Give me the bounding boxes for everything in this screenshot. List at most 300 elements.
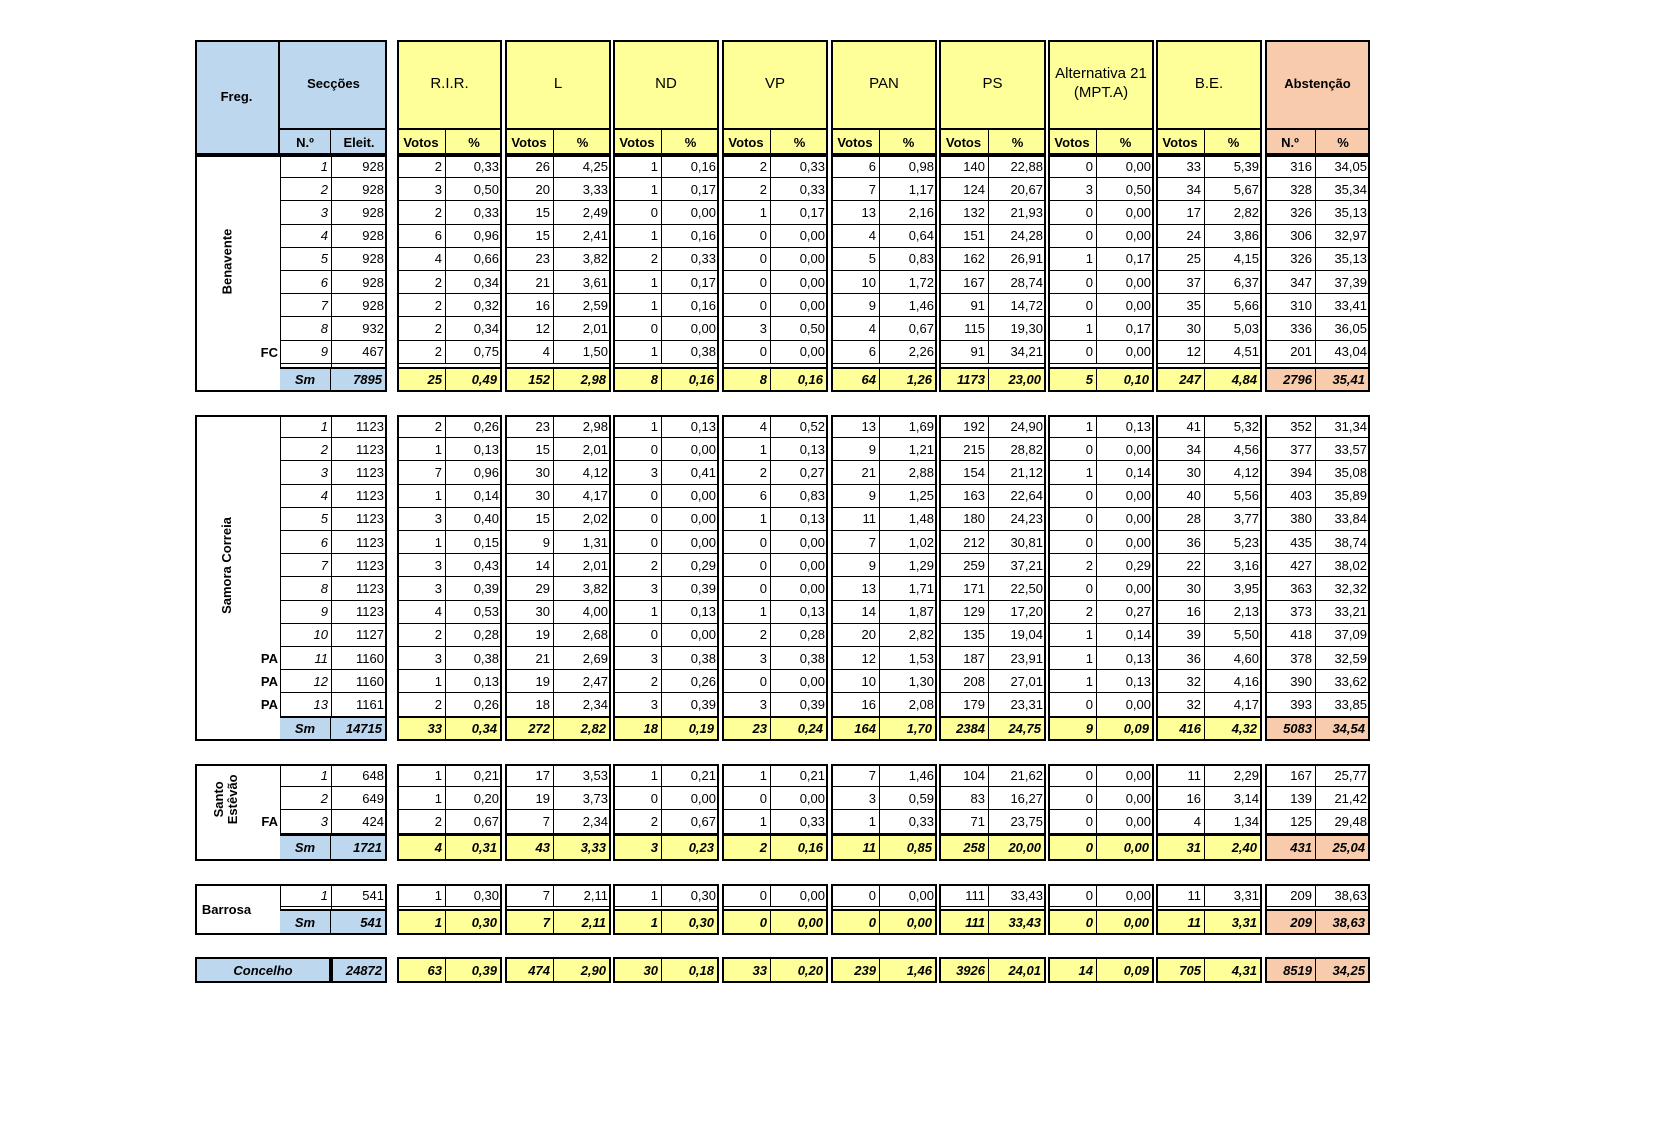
votes-cell: 2 [397, 810, 446, 833]
pct-cell: 2,69 [554, 647, 611, 670]
sum-pct: 0,00 [1097, 834, 1152, 859]
votes-cell: 4 [722, 415, 771, 438]
votes-cell: 1 [613, 271, 662, 294]
pct-cell: 22,50 [989, 577, 1046, 600]
pct-cell: 0,00 [1097, 531, 1154, 554]
pct-cell: 1,71 [880, 577, 937, 600]
votes-cell: 9 [831, 554, 880, 577]
sum-votes: 2 [722, 834, 771, 859]
pct-cell: 16,27 [989, 787, 1046, 810]
section-marker: PA [260, 674, 278, 690]
pct-cell: 1,46 [880, 764, 937, 787]
pct-cell: 0,50 [446, 178, 502, 201]
section-number: 10 [280, 624, 331, 647]
pct-cell: 26,91 [989, 248, 1046, 271]
votes-cell: 0 [1048, 693, 1097, 716]
section-eleitores: 1123 [331, 461, 387, 484]
pct-cell: 14,72 [989, 294, 1046, 317]
pct-cell: 0,16 [662, 155, 719, 178]
pct-cell: 1,46 [880, 294, 937, 317]
section-eleitores: 1123 [331, 577, 387, 600]
freguesia-label: Santo Estêvão [211, 774, 241, 824]
votes-cell: 0 [1048, 787, 1097, 810]
abstention-count: 306 [1265, 225, 1316, 248]
votes-cell: 10 [831, 670, 880, 693]
votes-cell: 1 [397, 787, 446, 810]
pct-cell: 21,62 [989, 764, 1046, 787]
section-number: 9 [280, 601, 331, 624]
votes-cell: 2 [722, 155, 771, 178]
section-marker: PA [260, 697, 278, 713]
abstention-pct: 37,39 [1316, 271, 1370, 294]
pct-cell: 0,33 [771, 178, 828, 201]
votes-cell: 1 [613, 155, 662, 178]
votes-cell: 23 [505, 248, 554, 271]
pct-cell: 0,17 [1097, 317, 1154, 340]
pct-cell: 4,51 [1205, 341, 1262, 364]
concelho-pct: 24,01 [1008, 962, 1041, 978]
pct-cell: 0,14 [446, 485, 502, 508]
section-number: 11 [280, 647, 331, 670]
votes-cell: 9 [831, 294, 880, 317]
header-abstencao-label: Abstenção [1265, 40, 1370, 130]
abstention-count: 316 [1265, 155, 1316, 178]
votes-cell: 1 [1048, 624, 1097, 647]
pct-cell: 0,64 [880, 225, 937, 248]
votes-cell: 17 [505, 764, 554, 787]
pct-cell: 5,67 [1205, 178, 1262, 201]
pct-cell: 0,00 [1097, 693, 1154, 716]
pct-cell: 0,00 [771, 294, 828, 317]
votes-cell: 215 [939, 438, 989, 461]
sum-eleitores: 7895 [331, 367, 385, 390]
votes-cell: 0 [613, 787, 662, 810]
pct-cell: 0,33 [771, 155, 828, 178]
pct-cell: 2,01 [554, 554, 611, 577]
votes-cell: 0 [1048, 225, 1097, 248]
pct-cell: 24,90 [989, 415, 1046, 438]
votes-cell: 22 [1156, 554, 1205, 577]
header-party-name: L [505, 40, 611, 130]
sum-label: Sm [280, 367, 331, 390]
sum-votes: 18 [613, 716, 662, 739]
pct-cell: 20,67 [989, 178, 1046, 201]
concelho-votes: 705 [1156, 957, 1205, 983]
pct-cell: 0,34 [446, 317, 502, 340]
pct-cell: 0,16 [662, 294, 719, 317]
sum-votes: 8 [722, 367, 771, 390]
abstention-count: 209 [1265, 884, 1316, 907]
pct-cell: 5,56 [1205, 485, 1262, 508]
abstention-pct: 32,32 [1316, 577, 1370, 600]
votes-cell: 192 [939, 415, 989, 438]
header-party-name: PAN [831, 40, 937, 130]
sum-pct: 1,26 [880, 367, 935, 390]
section-number: 7 [280, 294, 331, 317]
pct-cell: 2,49 [554, 201, 611, 224]
sum-votes: 4 [397, 834, 446, 859]
votes-cell: 1 [397, 485, 446, 508]
votes-cell: 0 [722, 577, 771, 600]
pct-cell: 0,59 [880, 787, 937, 810]
abstention-pct: 29,48 [1316, 810, 1370, 833]
sum-votes: 1173 [939, 367, 989, 390]
pct-cell: 0,00 [662, 438, 719, 461]
votes-cell: 39 [1156, 624, 1205, 647]
votes-cell: 135 [939, 624, 989, 647]
votes-cell: 3 [722, 647, 771, 670]
pct-cell: 4,60 [1205, 647, 1262, 670]
pct-cell: 33,43 [989, 884, 1046, 907]
pct-cell: 1,53 [880, 647, 937, 670]
header-votos: Votos [613, 130, 662, 155]
header-pct: % [793, 135, 806, 150]
pct-cell: 0,30 [446, 884, 502, 907]
votes-cell: 3 [613, 461, 662, 484]
sum-label: Sm [280, 716, 331, 739]
votes-cell: 26 [505, 155, 554, 178]
pct-cell: 0,15 [446, 531, 502, 554]
pct-cell: 0,00 [771, 341, 828, 364]
freguesia-label: Samora Correia [219, 517, 235, 614]
sum-votes: 1 [397, 909, 446, 933]
votes-cell: 33 [1156, 155, 1205, 178]
header-party-name: R.I.R. [397, 40, 502, 130]
pct-cell: 1,17 [880, 178, 937, 201]
pct-cell: 0,21 [446, 764, 502, 787]
sum-votes: 2384 [939, 716, 989, 739]
abstention-pct: 35,08 [1316, 461, 1370, 484]
votes-cell: 0 [1048, 810, 1097, 833]
sum-votes: 152 [505, 367, 554, 390]
votes-cell: 6 [397, 225, 446, 248]
votes-cell: 140 [939, 155, 989, 178]
votes-cell: 208 [939, 670, 989, 693]
votes-cell: 2 [1048, 601, 1097, 624]
votes-cell: 3 [722, 693, 771, 716]
votes-cell: 0 [1048, 531, 1097, 554]
abstention-pct: 34,05 [1316, 155, 1370, 178]
section-number: 2 [280, 178, 331, 201]
pct-cell: 5,50 [1205, 624, 1262, 647]
votes-cell: 1 [397, 764, 446, 787]
pct-cell: 24,28 [989, 225, 1046, 248]
pct-cell: 0,17 [662, 178, 719, 201]
abstention-count: 390 [1265, 670, 1316, 693]
pct-cell: 0,28 [446, 624, 502, 647]
pct-cell: 0,96 [446, 225, 502, 248]
pct-cell: 1,02 [880, 531, 937, 554]
pct-cell: 0,13 [662, 415, 719, 438]
votes-cell: 16 [505, 294, 554, 317]
section-number: 1 [280, 155, 331, 178]
section-eleitores: 424 [331, 810, 387, 833]
header-eleit: Eleit. [343, 135, 375, 150]
pct-cell: 0,00 [1097, 271, 1154, 294]
sum-abstention-pct: 35,41 [1316, 367, 1368, 390]
votes-cell: 1 [397, 531, 446, 554]
sum-abstention-count: 431 [1265, 834, 1316, 859]
votes-cell: 1 [722, 810, 771, 833]
votes-cell: 6 [831, 341, 880, 364]
sum-abstention-pct: 38,63 [1316, 909, 1368, 933]
votes-cell: 2 [613, 810, 662, 833]
votes-cell: 187 [939, 647, 989, 670]
section-number: 2 [280, 438, 331, 461]
votes-cell: 212 [939, 531, 989, 554]
sum-pct: 20,00 [989, 834, 1044, 859]
pct-cell: 6,37 [1205, 271, 1262, 294]
pct-cell: 0,17 [771, 201, 828, 224]
sum-votes: 0 [1048, 834, 1097, 859]
concelho-eleitores: 24872 [345, 962, 382, 978]
concelho-pct: 4,31 [1231, 962, 1257, 978]
votes-cell: 12 [831, 647, 880, 670]
pct-cell: 0,39 [446, 577, 502, 600]
pct-cell: 0,13 [771, 438, 828, 461]
pct-cell: 0,67 [880, 317, 937, 340]
votes-cell: 3 [397, 647, 446, 670]
votes-cell: 1 [613, 341, 662, 364]
pct-cell: 4,12 [1205, 461, 1262, 484]
votes-cell: 2 [722, 461, 771, 484]
pct-cell: 0,00 [1097, 884, 1154, 907]
section-eleitores: 928 [331, 271, 387, 294]
votes-cell: 1 [831, 810, 880, 833]
sum-pct: 23,00 [989, 367, 1044, 390]
votes-cell: 0 [722, 271, 771, 294]
votes-cell: 0 [613, 201, 662, 224]
votes-cell: 180 [939, 508, 989, 531]
pct-cell: 0,40 [446, 508, 502, 531]
votes-cell: 13 [831, 201, 880, 224]
votes-cell: 9 [505, 531, 554, 554]
concelho-votes: 33 [722, 957, 771, 983]
pct-cell: 0,17 [662, 271, 719, 294]
votes-cell: 41 [1156, 415, 1205, 438]
votes-cell: 0 [722, 294, 771, 317]
pct-cell: 0,00 [662, 531, 719, 554]
header-party-name: B.E. [1156, 40, 1262, 130]
concelho-abstention-pct: 34,25 [1332, 962, 1365, 978]
pct-cell: 4,56 [1205, 438, 1262, 461]
votes-cell: 19 [505, 670, 554, 693]
votes-cell: 1 [722, 438, 771, 461]
pct-cell: 5,23 [1205, 531, 1262, 554]
votes-cell: 28 [1156, 508, 1205, 531]
pct-cell: 4,12 [554, 461, 611, 484]
pct-cell: 3,33 [554, 178, 611, 201]
abstention-count: 363 [1265, 577, 1316, 600]
section-number: 5 [280, 248, 331, 271]
votes-cell: 0 [722, 787, 771, 810]
sum-votes: 11 [831, 834, 880, 859]
pct-cell: 0,00 [1097, 438, 1154, 461]
votes-cell: 30 [505, 485, 554, 508]
pct-cell: 0,00 [771, 554, 828, 577]
votes-cell: 3 [613, 577, 662, 600]
pct-cell: 0,67 [446, 810, 502, 833]
pct-cell: 0,00 [1097, 577, 1154, 600]
freguesia-name [195, 884, 258, 935]
abstention-count: 418 [1265, 624, 1316, 647]
votes-cell: 2 [397, 201, 446, 224]
votes-cell: 36 [1156, 531, 1205, 554]
pct-cell: 0,13 [446, 670, 502, 693]
sum-pct: 0,24 [771, 716, 826, 739]
votes-cell: 129 [939, 601, 989, 624]
section-eleitores: 467 [331, 341, 387, 364]
pct-cell: 37,21 [989, 554, 1046, 577]
sum-votes: 164 [831, 716, 880, 739]
pct-cell: 2,47 [554, 670, 611, 693]
sum-abstention-pct: 25,04 [1316, 834, 1368, 859]
pct-cell: 4,25 [554, 155, 611, 178]
sum-votes: 23 [722, 716, 771, 739]
header-votos: Votos [831, 130, 880, 155]
sum-pct: 0,00 [880, 909, 935, 933]
votes-cell: 0 [1048, 764, 1097, 787]
sum-pct: 0,00 [771, 909, 826, 933]
concelho-pct: 0,09 [1123, 962, 1149, 978]
pct-cell: 0,50 [771, 317, 828, 340]
pct-cell: 24,23 [989, 508, 1046, 531]
votes-cell: 1 [1048, 670, 1097, 693]
votes-cell: 1 [613, 178, 662, 201]
votes-cell: 34 [1156, 178, 1205, 201]
votes-cell: 0 [1048, 294, 1097, 317]
pct-cell: 0,66 [446, 248, 502, 271]
abstention-count: 373 [1265, 601, 1316, 624]
pct-cell: 0,00 [771, 248, 828, 271]
abstention-pct: 37,09 [1316, 624, 1370, 647]
pct-cell: 0,00 [662, 485, 719, 508]
pct-cell: 22,88 [989, 155, 1046, 178]
abstention-pct: 38,63 [1316, 884, 1370, 907]
freguesia-label: Barrosa [201, 902, 252, 917]
sum-label: Sm [280, 834, 331, 859]
votes-cell: 1 [722, 764, 771, 787]
sum-abstention-count: 209 [1265, 909, 1316, 933]
pct-cell: 3,53 [554, 764, 611, 787]
votes-cell: 3 [397, 178, 446, 201]
pct-cell: 4,16 [1205, 670, 1262, 693]
sum-votes: 416 [1156, 716, 1205, 739]
pct-cell: 0,14 [1097, 461, 1154, 484]
pct-cell: 4,00 [554, 601, 611, 624]
votes-cell: 111 [939, 884, 989, 907]
votes-cell: 3 [397, 577, 446, 600]
pct-cell: 0,00 [771, 225, 828, 248]
abstention-pct: 32,97 [1316, 225, 1370, 248]
votes-cell: 0 [722, 531, 771, 554]
pct-cell: 0,33 [880, 810, 937, 833]
votes-cell: 2 [397, 624, 446, 647]
votes-cell: 15 [505, 225, 554, 248]
abstention-count: 347 [1265, 271, 1316, 294]
abstention-pct: 25,77 [1316, 764, 1370, 787]
pct-cell: 2,01 [554, 317, 611, 340]
votes-cell: 10 [831, 271, 880, 294]
votes-cell: 1 [1048, 461, 1097, 484]
votes-cell: 7 [831, 764, 880, 787]
votes-cell: 3 [1048, 178, 1097, 201]
pct-cell: 0,41 [662, 461, 719, 484]
votes-cell: 151 [939, 225, 989, 248]
pct-cell: 0,26 [662, 670, 719, 693]
votes-cell: 3 [722, 317, 771, 340]
votes-cell: 0 [613, 531, 662, 554]
sum-pct: 0,85 [880, 834, 935, 859]
pct-cell: 0,20 [446, 787, 502, 810]
section-eleitores: 1123 [331, 485, 387, 508]
votes-cell: 9 [831, 438, 880, 461]
votes-cell: 7 [505, 810, 554, 833]
section-eleitores: 928 [331, 248, 387, 271]
votes-cell: 5 [831, 248, 880, 271]
sum-votes: 64 [831, 367, 880, 390]
pct-cell: 3,73 [554, 787, 611, 810]
pct-cell: 0,34 [446, 271, 502, 294]
sum-votes: 272 [505, 716, 554, 739]
votes-cell: 6 [831, 155, 880, 178]
votes-cell: 36 [1156, 647, 1205, 670]
pct-cell: 3,61 [554, 271, 611, 294]
pct-cell: 0,28 [771, 624, 828, 647]
section-number: 3 [280, 461, 331, 484]
pct-cell: 19,04 [989, 624, 1046, 647]
sum-votes: 11 [1156, 909, 1205, 933]
section-eleitores: 1123 [331, 508, 387, 531]
pct-cell: 0,00 [662, 624, 719, 647]
header-pct: % [1227, 135, 1240, 150]
votes-cell: 7 [505, 884, 554, 907]
votes-cell: 1 [397, 884, 446, 907]
votes-cell: 163 [939, 485, 989, 508]
pct-cell: 0,30 [662, 884, 719, 907]
votes-cell: 16 [1156, 787, 1205, 810]
abstention-pct: 36,05 [1316, 317, 1370, 340]
pct-cell: 23,75 [989, 810, 1046, 833]
sum-votes: 247 [1156, 367, 1205, 390]
abstention-count: 427 [1265, 554, 1316, 577]
votes-cell: 30 [1156, 577, 1205, 600]
pct-cell: 2,34 [554, 810, 611, 833]
pct-cell: 0,43 [446, 554, 502, 577]
votes-cell: 4 [397, 601, 446, 624]
pct-cell: 0,00 [1097, 294, 1154, 317]
section-eleitores: 1160 [331, 647, 387, 670]
concelho-label: Concelho [233, 962, 293, 978]
pct-cell: 0,00 [771, 670, 828, 693]
votes-cell: 0 [1048, 438, 1097, 461]
pct-cell: 0,00 [1097, 787, 1154, 810]
votes-cell: 91 [939, 294, 989, 317]
abstention-pct: 43,04 [1316, 341, 1370, 364]
votes-cell: 25 [1156, 248, 1205, 271]
sum-votes: 9 [1048, 716, 1097, 739]
votes-cell: 34 [1156, 438, 1205, 461]
votes-cell: 71 [939, 810, 989, 833]
freguesia-name [195, 764, 258, 834]
pct-cell: 5,66 [1205, 294, 1262, 317]
header-party-name: VP [722, 40, 828, 130]
section-eleitores: 648 [331, 764, 387, 787]
abstention-count: 435 [1265, 531, 1316, 554]
abstention-count: 393 [1265, 693, 1316, 716]
pct-cell: 0,00 [1097, 201, 1154, 224]
pct-cell: 2,82 [880, 624, 937, 647]
